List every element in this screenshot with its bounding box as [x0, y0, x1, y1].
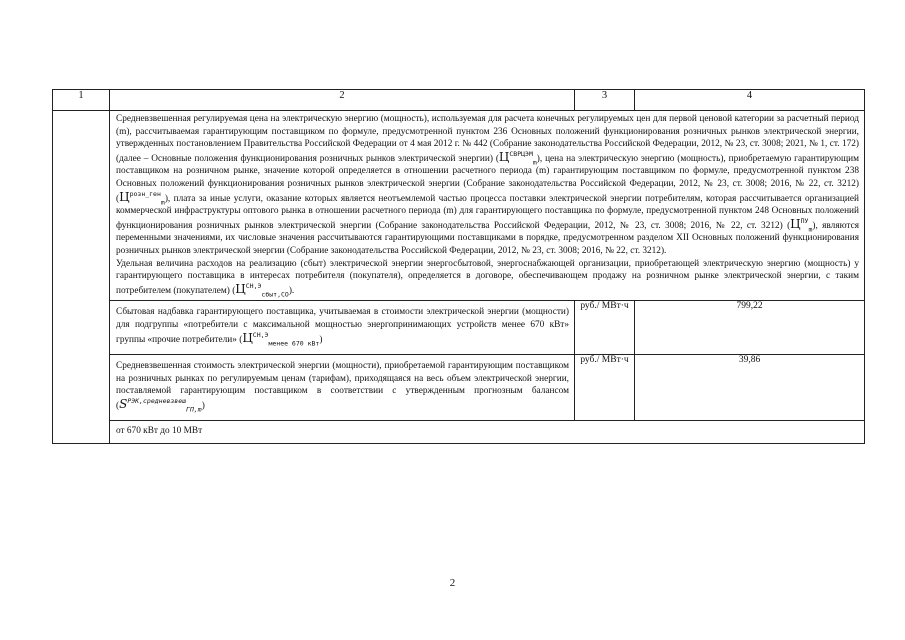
symbol-base: S	[119, 396, 128, 411]
paragraph-1-part-a: Средневзвешенная регулируемая цена на электрическую энергию (мощность), используемая для расчета конечных регулируемых цен для первой ценовой категории за расчетный период (m), рассчитываемая гарантирующим поставщиком по формуле, предусмотренной пунктом 236 Основных положений функционирования розничных рынков электрической энергии, утвержденных постановлением Правительства Российской Федерации от 4 мая 2012 г. № 442 (Собрание законодательства Российской Федерации, 2012, № 23, ст. 3008; 2021, № 1, ст. 172) (далее – Основные положения функционирования розничных рынков электрической энергии) (	[116, 114, 859, 164]
symbol-sub: m	[808, 225, 813, 234]
symbol-sub: ГП,m	[186, 405, 202, 414]
explanation-paragraph-1	[116, 113, 859, 258]
price-symbol-pu	[790, 216, 813, 234]
symbol-sup: СН,Э	[245, 281, 262, 290]
explanation-paragraph-2	[116, 258, 859, 298]
price-symbol-less-670	[242, 331, 319, 345]
header-col-4: 4	[635, 90, 865, 111]
paragraph-2-part-a: Удельная величина расходов на реализацию (сбыт) электрической энергии энергосбытовой, энергоснабжающей организации, приобретающей электрическую энергию (мощность) у гарантирующего поставщика в интересах потребителя (покупателя), определяется в договоре, обеспечивающем продажу на розничном рынке электрической энергии, с таким потребителем (покупателем) (	[116, 258, 859, 296]
explanation-cell	[110, 111, 865, 301]
weighted-cost-text-a: Средневзвешенная стоимость электрической энергии (мощности), приобретаемой гарантирующим поставщиком на розничных рынках по регулируемым ценам (тарифам), приходящаяся на весь объем электрической энергии, поставляемой гарантирующим поставщиком в соответствии с утвержденным прогнозным балансом (	[116, 361, 569, 411]
price-symbol-rozn-gen	[119, 190, 165, 204]
table-header-row	[53, 90, 865, 111]
symbol-base: Ц	[498, 149, 510, 164]
paragraph-1-part-c: ), плата за иные услуги, оказание которых является неотъемлемой частью процесса поставки электрической энергии потребителям, которая рассчитывается организацией коммерческой инфраструктуры оптового рынка в отношении расчетного периода (m) для гарантирующего поставщика по формуле, предусмотренной пунктом 248 Основных положений функционирования розничных рынков электрической энергии (Собрание законодательства Российской Федерации, 2012, № 23, ст. 3008; 2016, № 22, ст. 3212) (	[116, 193, 859, 231]
paragraph-2-part-b: ).	[288, 285, 295, 296]
cost-symbol-s	[119, 396, 202, 414]
symbol-sup: СВРЦЭМ	[509, 149, 533, 158]
markup-value: 799,22	[635, 301, 865, 355]
subgroup-cell	[110, 421, 865, 444]
explanation-text	[110, 111, 864, 300]
symbol-sub: сбыт,СО	[261, 290, 289, 299]
symbol-base: Ц	[790, 216, 801, 231]
paragraph-1-part-d: ), являются переменными значениями, их числовые значения рассчитываются гарантирующими поставщиками в порядке, предусмотренном разделом XII Основных положений функционирования розничных рынков электрической энергии (Собрание законодательства Российской Федерации, 2012, № 23, ст. 3008; 2016, № 22, ст. 3212).	[116, 220, 859, 256]
weighted-cost-description	[110, 355, 574, 420]
paragraph-1-part-b: ), цена на электрическую энергию (мощность), приобретаемую гарантирующим поставщиком на розничном рынке, значение которой определяется в отношении расчетного периода (m) гарантирующим поставщиком по формуле, предусмотренной пунктом 238 Основных положений функционирования розничных рынков электрической энергии (Собрание законодательства Российской Федерации, 2012, № 23, ст. 3008; 2016, № 22, ст. 3212) (	[116, 153, 860, 204]
weighted-cost-description-cell	[110, 355, 575, 421]
symbol-sub: менее 670 кВт	[268, 338, 320, 347]
table-row-weighted-cost	[53, 355, 865, 421]
weighted-cost-unit: руб./ МВт·ч	[575, 355, 635, 421]
symbol-sup: РЭК,средневзвеш	[127, 396, 187, 405]
markup-text-a: Сбытовая надбавка гарантирующего поставщика, учитываемая в стоимости электрической энергии (мощности) для подгруппы «потребители с максимальной мощностью энергопринимающих устройств менее 670 кВт» группы «прочие потребители» (	[116, 307, 569, 345]
table-row-markup	[53, 301, 865, 355]
markup-text-b: )	[319, 334, 323, 345]
page-number: 2	[449, 577, 456, 589]
empty-left-cell	[53, 111, 110, 444]
weighted-cost-value: 39,86	[635, 355, 865, 421]
weighted-cost-text-b: )	[201, 400, 205, 411]
tariff-table	[52, 89, 865, 444]
symbol-base: Ц	[119, 189, 130, 204]
markup-description-cell	[110, 301, 575, 355]
header-col-3: 3	[575, 90, 635, 111]
subgroup-label: от 670 кВт до 10 МВт	[116, 426, 203, 437]
table-row-explanation	[53, 111, 865, 301]
symbol-sub: m	[532, 158, 537, 167]
header-col-1: 1	[53, 90, 110, 111]
markup-unit: руб./ МВт·ч	[575, 301, 635, 355]
symbol-base: Ц	[235, 281, 246, 296]
markup-description	[110, 301, 574, 354]
symbol-sup: ПУ	[800, 216, 809, 225]
symbol-sub: m	[160, 197, 165, 206]
symbol-sup: розн_ген	[129, 189, 161, 198]
symbol-sup: СН,Э	[252, 330, 269, 339]
price-symbol-sbyt-so	[235, 281, 289, 299]
symbol-base: Ц	[242, 330, 253, 345]
table-row-subgroup	[53, 421, 865, 444]
price-symbol-svrcem	[498, 149, 537, 167]
header-col-2: 2	[110, 90, 575, 111]
